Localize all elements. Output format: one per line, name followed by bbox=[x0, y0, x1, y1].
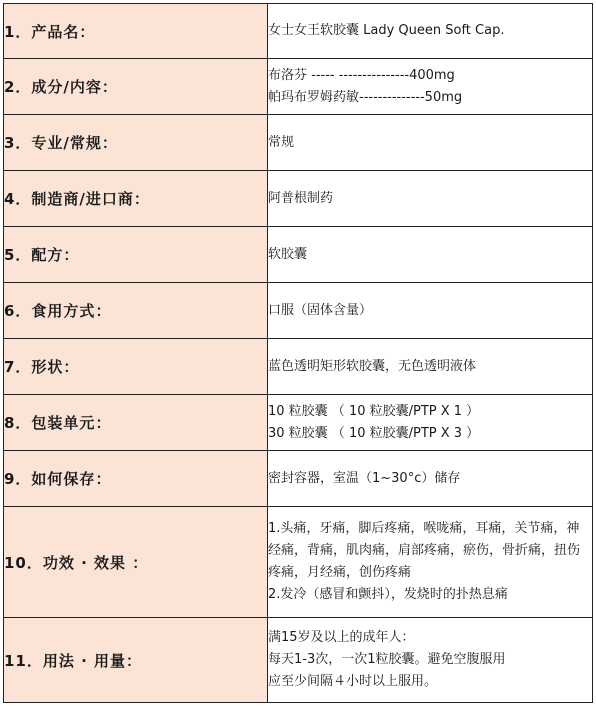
row-label: 4．制造商/进口商： bbox=[4, 171, 268, 227]
table-row bbox=[4, 507, 593, 618]
row-value bbox=[268, 115, 593, 171]
value-line: 布洛芬 ----- ---------------400mg bbox=[268, 67, 455, 83]
row-label: 3．专业/常规： bbox=[4, 115, 268, 171]
value-line: 每天1-3次，一次1粒胶囊。避免空腹服用 bbox=[268, 652, 506, 667]
row-label: 2．成分/内容： bbox=[4, 59, 268, 115]
row-value bbox=[268, 451, 593, 507]
row-label: 10．功效 · 效果 ： bbox=[4, 507, 268, 618]
row-value bbox=[268, 283, 593, 339]
table-row bbox=[4, 283, 593, 339]
row-value bbox=[268, 507, 593, 618]
table-row bbox=[4, 618, 593, 703]
row-label: 5．配方： bbox=[4, 227, 268, 283]
row-value bbox=[268, 227, 593, 283]
row-value bbox=[268, 59, 593, 115]
value-line: 帕玛布罗姆药敏--------------50mg bbox=[268, 89, 463, 105]
table-row bbox=[4, 451, 593, 507]
table-row bbox=[4, 227, 593, 283]
row-label: 8．包装单元： bbox=[4, 395, 268, 451]
value-line: 满15岁及以上的成年人： bbox=[268, 630, 415, 645]
row-label: 7．形状： bbox=[4, 339, 268, 395]
value-line: 30 粒胶囊 （ 10 粒胶囊/PTP X 3 ） bbox=[268, 425, 480, 441]
row-value bbox=[268, 171, 593, 227]
table-row bbox=[4, 395, 593, 451]
row-value bbox=[268, 618, 593, 703]
row-label: 6．食用方式： bbox=[4, 283, 268, 339]
value-line: 2.发冷（感冒和颤抖），发烧时的扑热息痛 bbox=[268, 587, 508, 602]
value-line: 常规 bbox=[268, 134, 295, 150]
table-row bbox=[4, 59, 593, 115]
table-row bbox=[4, 4, 593, 59]
row-value bbox=[268, 4, 593, 59]
value-line: 1.头痛，牙痛，脚后疼痛，喉咙痛，耳痛，关节痛，神经痛，背痛，肌肉痛，肩部疼痛，瘀伤，骨折痛，扭伤疼痛，月经痛，创伤疼痛 bbox=[268, 521, 581, 580]
row-label: 11．用法 · 用量： bbox=[4, 618, 268, 703]
value-line: 蓝色透明矩形软胶囊，无色透明液体 bbox=[268, 358, 477, 374]
value-line: 密封容器，室温（1~30°c）储存 bbox=[268, 470, 461, 486]
row-value bbox=[268, 395, 593, 451]
product-spec-table bbox=[3, 3, 593, 703]
value-line: 应至少间隔４小时以上服用。 bbox=[268, 674, 438, 689]
row-label: 1．产品名： bbox=[4, 4, 268, 59]
value-line: 软胶囊 bbox=[268, 246, 308, 262]
value-line: 女士女王软胶囊 Lady Queen Soft Cap. bbox=[268, 23, 505, 38]
value-line: 口服（固体含量） bbox=[268, 302, 373, 318]
row-value bbox=[268, 339, 593, 395]
value-line: 10 粒胶囊 （ 10 粒胶囊/PTP X 1 ） bbox=[268, 403, 480, 419]
row-label: 9．如何保存： bbox=[4, 451, 268, 507]
table-row bbox=[4, 339, 593, 395]
value-line: 阿普根制药 bbox=[268, 190, 334, 206]
table-row bbox=[4, 115, 593, 171]
table-row bbox=[4, 171, 593, 227]
